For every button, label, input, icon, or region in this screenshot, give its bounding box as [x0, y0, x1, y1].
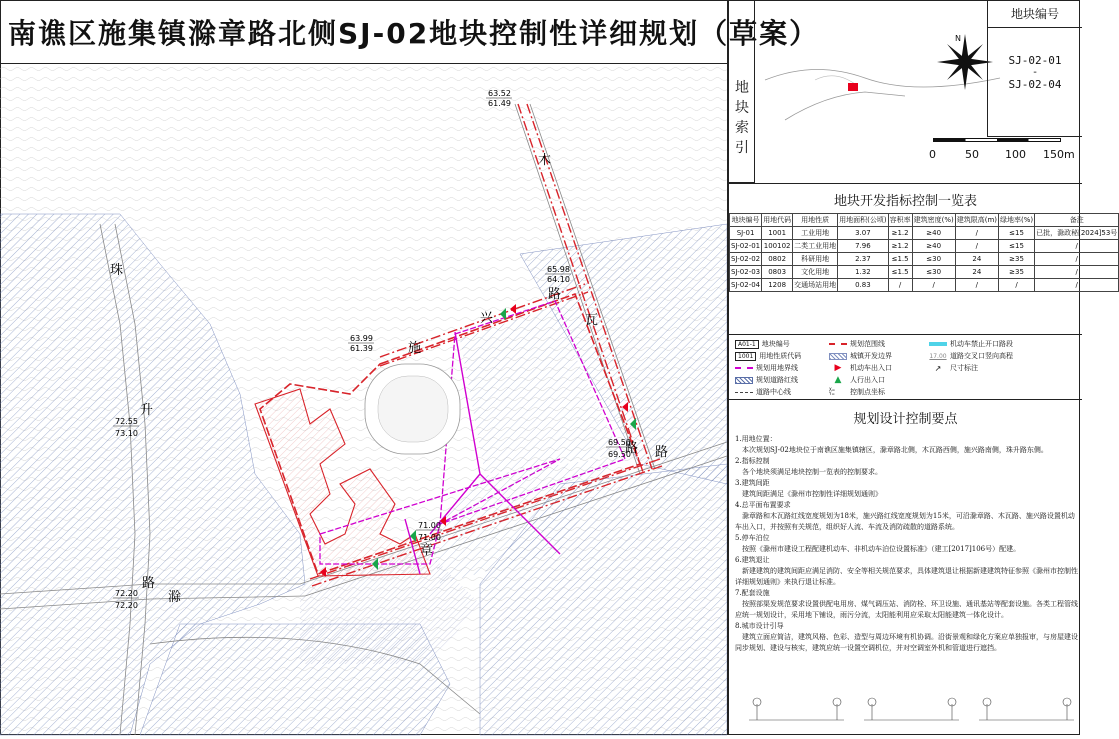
elevation-7-top: 72.20	[115, 589, 138, 598]
th-note: 备注	[1035, 214, 1119, 227]
index-side-char-2: 块	[735, 100, 749, 116]
road-char-mu: 木	[538, 153, 552, 168]
right-panel	[727, 0, 1118, 735]
indicator-table	[729, 213, 1119, 292]
requirement-line: 建筑立面应简洁，建筑风格、色彩、造型与周边环境有机协调。沿街景观和绿化方案应单独报审，与房屋建设同步规划、建设与核实，建筑应统一设置空调机位，并对空调室外机和管道进行遮挡。	[735, 633, 1078, 652]
legend-plot-boundary	[735, 363, 798, 373]
requirement-line: 新建建筑的建筑间距应满足消防、安全等相关规范要求，具体建筑退让根据新建建筑特征参照《滁州市控制性详细规划通则》来执行退让标准。	[735, 567, 1078, 586]
requirement-line: 各个地块须满足地块控制一览表的控制要求。	[735, 468, 882, 476]
table-cell: /	[912, 279, 955, 292]
table-cell: ≤15	[999, 240, 1035, 253]
table-cell: /	[1035, 253, 1119, 266]
street-sections	[749, 690, 1074, 730]
elevation-1-top: 63.52	[488, 89, 511, 98]
indicator-table-section	[729, 183, 1118, 292]
road-char-xing: 兴	[480, 311, 494, 326]
table-cell: SJ-01	[730, 227, 762, 240]
table-cell: /	[888, 279, 912, 292]
legend-no-opening	[929, 339, 1013, 349]
table-cell: SJ-02-04	[730, 279, 762, 292]
table-cell: ≥40	[912, 240, 955, 253]
vehicle-entry-icon: ▶	[834, 363, 842, 373]
table-cell: ≤30	[912, 266, 955, 279]
index-site-marker	[848, 83, 858, 91]
legend-planning-range-label: 规划范围线	[850, 340, 885, 348]
dimension-arrow-icon: ↗	[934, 363, 942, 373]
scale-tick-50: 50	[965, 148, 979, 161]
table-cell: ≤1.5	[888, 253, 912, 266]
table-cell: SJ-02-03	[730, 266, 762, 279]
legend-centerline	[735, 387, 791, 397]
table-cell: ≥35	[999, 266, 1035, 279]
legend-centerline-label: 道路中心线	[756, 388, 791, 396]
legend-ped-entry	[829, 375, 885, 385]
elevation-6-bottom: 73.10	[115, 429, 138, 438]
legend-control-point-label: 控制点坐标	[850, 388, 885, 396]
table-cell: 3.07	[838, 227, 888, 240]
table-row	[730, 240, 1119, 253]
table-cell: 0802	[762, 253, 793, 266]
requirement-line: 滁章路和木瓦路红线宽度规划为18米，施兴路红线宽度规划为15米，可沿滁章路、木瓦路、施兴路设置机动车出入口，并按照有关规范，组织好人流、车流及消防疏散的道路系统。	[735, 512, 1075, 531]
table-cell: 2.37	[838, 253, 888, 266]
road-char-sheng: 升	[140, 403, 154, 418]
legend-intersection-elev	[929, 351, 1013, 361]
index-side-label-box	[729, 0, 755, 183]
table-row	[730, 266, 1119, 279]
elevation-3-bottom: 61.39	[350, 344, 373, 353]
plot-number-header: 地块编号	[988, 0, 1082, 28]
requirement-line: 按照《滁州市建设工程配建机动车、非机动车泊位设置标准》（建工[2017]106号）配建。	[735, 545, 1021, 553]
street-section-svg	[749, 690, 1074, 730]
table-cell: /	[955, 240, 998, 253]
requirement-line: 4.总平面布置要求	[735, 501, 791, 509]
road-char-lu2: 路	[548, 287, 562, 302]
requirement-line: 7.配套设施	[735, 589, 770, 597]
table-cell: ≥40	[912, 227, 955, 240]
requirement-line: 建筑间距满足《滁州市控制性详细规划通则》	[735, 490, 882, 498]
index-side-char-4: 引	[735, 140, 749, 156]
th-use-type: 用地性质	[793, 214, 838, 227]
plot-number-to: SJ-02-04	[1008, 78, 1062, 91]
legend-elev-sample: 17.00	[929, 352, 947, 360]
table-cell: 24	[955, 266, 998, 279]
table-cell: 交通场站用地	[793, 279, 838, 292]
table-cell: /	[1035, 240, 1119, 253]
requirement-line: 1.用地位置：	[735, 435, 777, 443]
requirement-line: 3.建筑间距	[735, 479, 770, 487]
scale-tick-100: 100	[1005, 148, 1026, 161]
legend-dimension	[929, 363, 978, 373]
road-char-lu1: 路	[625, 441, 639, 456]
table-cell: /	[1035, 279, 1119, 292]
table-cell: 二类工业用地	[793, 240, 838, 253]
legend-use-code-label: 用地性质代码	[759, 352, 802, 360]
table-cell: ≥35	[999, 253, 1035, 266]
map-area[interactable]	[0, 64, 727, 735]
table-cell: 已批，滁政秘[2024]53号	[1035, 227, 1119, 240]
legend-dev-boundary-label: 城镇开发边界	[850, 352, 892, 360]
requirement-line: 8.城市设计引导	[735, 622, 784, 630]
legend-road-red	[735, 375, 798, 385]
table-cell: 工业用地	[793, 227, 838, 240]
requirement-line: 5.停车泊位	[735, 534, 770, 542]
table-cell: 0803	[762, 266, 793, 279]
table-cell: 7.96	[838, 240, 888, 253]
elevation-4-top: 69.50	[608, 438, 631, 447]
requirement-line: 2.指标控制	[735, 457, 770, 465]
table-row	[730, 279, 1119, 292]
table-cell: 0.83	[838, 279, 888, 292]
table-cell: /	[955, 227, 998, 240]
scale-bar	[925, 138, 1080, 168]
table-cell: 文化用地	[793, 266, 838, 279]
requirements-notes	[735, 434, 1079, 654]
th-area: 用地面积(公顷)	[838, 214, 888, 227]
th-far: 容积率	[888, 214, 912, 227]
indicator-table-header-row	[730, 214, 1119, 227]
elevation-2-top: 65.98	[547, 265, 570, 274]
requirement-line: 6.建筑退让	[735, 556, 770, 564]
plot-number-from: SJ-02-01	[1008, 54, 1062, 67]
indicator-table-body	[730, 227, 1119, 292]
th-use-code: 用地代码	[762, 214, 793, 227]
table-cell: /	[999, 279, 1035, 292]
road-char-zhang: 章	[420, 543, 434, 558]
scale-bar-graphic	[933, 138, 1061, 142]
legend-use-code	[735, 351, 801, 361]
table-cell: /	[955, 279, 998, 292]
table-cell: ≤15	[999, 227, 1035, 240]
requirements-title: 规划设计控制要点	[853, 412, 958, 427]
table-cell: ≤30	[912, 253, 955, 266]
table-cell: ≤1.5	[888, 266, 912, 279]
table-cell: ≥1.2	[888, 227, 912, 240]
elevation-3-top: 63.99	[350, 334, 373, 343]
legend-no-opening-label: 机动车禁止开口路段	[950, 340, 1013, 348]
index-map[interactable]	[755, 0, 1005, 140]
table-cell: 24	[955, 253, 998, 266]
elevation-2	[545, 265, 571, 284]
elevation-5-bottom: 71.00	[418, 533, 441, 542]
north-label: N	[955, 34, 961, 43]
plot-number-box	[987, 0, 1082, 137]
elevation-4-bottom: 69.50	[608, 450, 631, 459]
road-char-lu3: 路	[142, 576, 156, 591]
elevation-6-top: 72.55	[115, 417, 138, 426]
index-map-svg	[755, 0, 1005, 140]
elevation-1	[486, 89, 512, 108]
legend-plot-code-sample: A01-1	[735, 340, 759, 349]
scale-tick-150: 150m	[1043, 148, 1075, 161]
th-density: 建筑密度(%)	[912, 214, 955, 227]
north-arrow-icon	[937, 34, 993, 90]
requirement-line: 本次规划SJ-02地块位于南谯区施集镇辖区，滁章路北侧，木瓦路西侧，施兴路南侧，珠升路东侧。	[735, 446, 1048, 454]
legend-plot-code	[735, 339, 790, 349]
elevation-1-bottom: 61.49	[488, 99, 511, 108]
legend-road-red-label: 规划道路红线	[756, 376, 798, 384]
table-cell: 1208	[762, 279, 793, 292]
table-cell: SJ-02-02	[730, 253, 762, 266]
legend-vehicle-entry	[829, 363, 892, 373]
indicator-table-title: 地块开发指标控制一览表	[833, 194, 977, 209]
road-char-zhu: 珠	[110, 263, 124, 278]
table-cell: /	[1035, 266, 1119, 279]
road-char-lu4: 路	[655, 445, 669, 460]
legend-use-code-sample: 1001	[735, 352, 756, 361]
legend	[729, 334, 1082, 399]
control-point-icon: X= Y=	[829, 387, 836, 396]
legend-vehicle-entry-label: 机动车出入口	[850, 364, 892, 372]
table-cell: SJ-02-01	[730, 240, 762, 253]
pedestrian-entry-icon: ▲	[834, 375, 842, 385]
table-row	[730, 253, 1119, 266]
elevation-5-top: 71.00	[418, 521, 441, 530]
legend-control-point	[829, 387, 885, 397]
road-char-chu: 滁	[168, 590, 182, 605]
table-cell: 100102	[762, 240, 793, 253]
elevation-7-bottom: 72.20	[115, 601, 138, 610]
elevation-3	[348, 334, 374, 353]
road-char-wa: 瓦	[585, 313, 599, 328]
title-bar	[0, 0, 820, 64]
index-side-char-1: 地	[735, 80, 749, 96]
page-title: 南谯区施集镇滁章路北侧SJ-02地块控制性详细规划（草案）	[8, 17, 820, 50]
plot-number-dash: -	[1033, 67, 1037, 78]
scale-tick-0: 0	[929, 148, 936, 161]
legend-planning-range	[829, 339, 885, 349]
th-plot-no: 地块编号	[730, 214, 762, 227]
legend-plot-code-label: 地块编号	[761, 340, 790, 348]
elevation-2-bottom: 64.10	[547, 275, 570, 284]
table-row	[730, 227, 1119, 240]
legend-dimension-label: 尺寸标注	[950, 364, 978, 372]
planning-map[interactable]	[0, 64, 727, 735]
table-cell: 科研用地	[793, 253, 838, 266]
th-height: 建筑限高(m)	[955, 214, 998, 227]
th-green: 绿地率(%)	[999, 214, 1035, 227]
table-cell: 1.32	[838, 266, 888, 279]
requirement-line: 按照部渠发规范要求设置供配电用房、煤气调压站、消防栓、环卫设施、通讯基站等配套设施。各类工程管线应统一规划设计，采用地下铺设，雨污分流，太阳能利用应采取太阳能建筑一体化设计。	[735, 600, 1078, 619]
legend-dev-boundary	[829, 351, 892, 361]
road-char-shi: 施	[408, 341, 422, 356]
index-side-label	[734, 78, 750, 158]
legend-intersection-elev-label: 道路交叉口竖向高程	[950, 352, 1013, 360]
stadium	[365, 364, 460, 454]
index-side-char-3: 索	[735, 120, 749, 136]
legend-plot-boundary-label: 规划用地界线	[756, 364, 798, 372]
legend-ped-entry-label: 人行出入口	[850, 376, 885, 384]
table-cell: 1001	[762, 227, 793, 240]
table-cell: ≥1.2	[888, 240, 912, 253]
